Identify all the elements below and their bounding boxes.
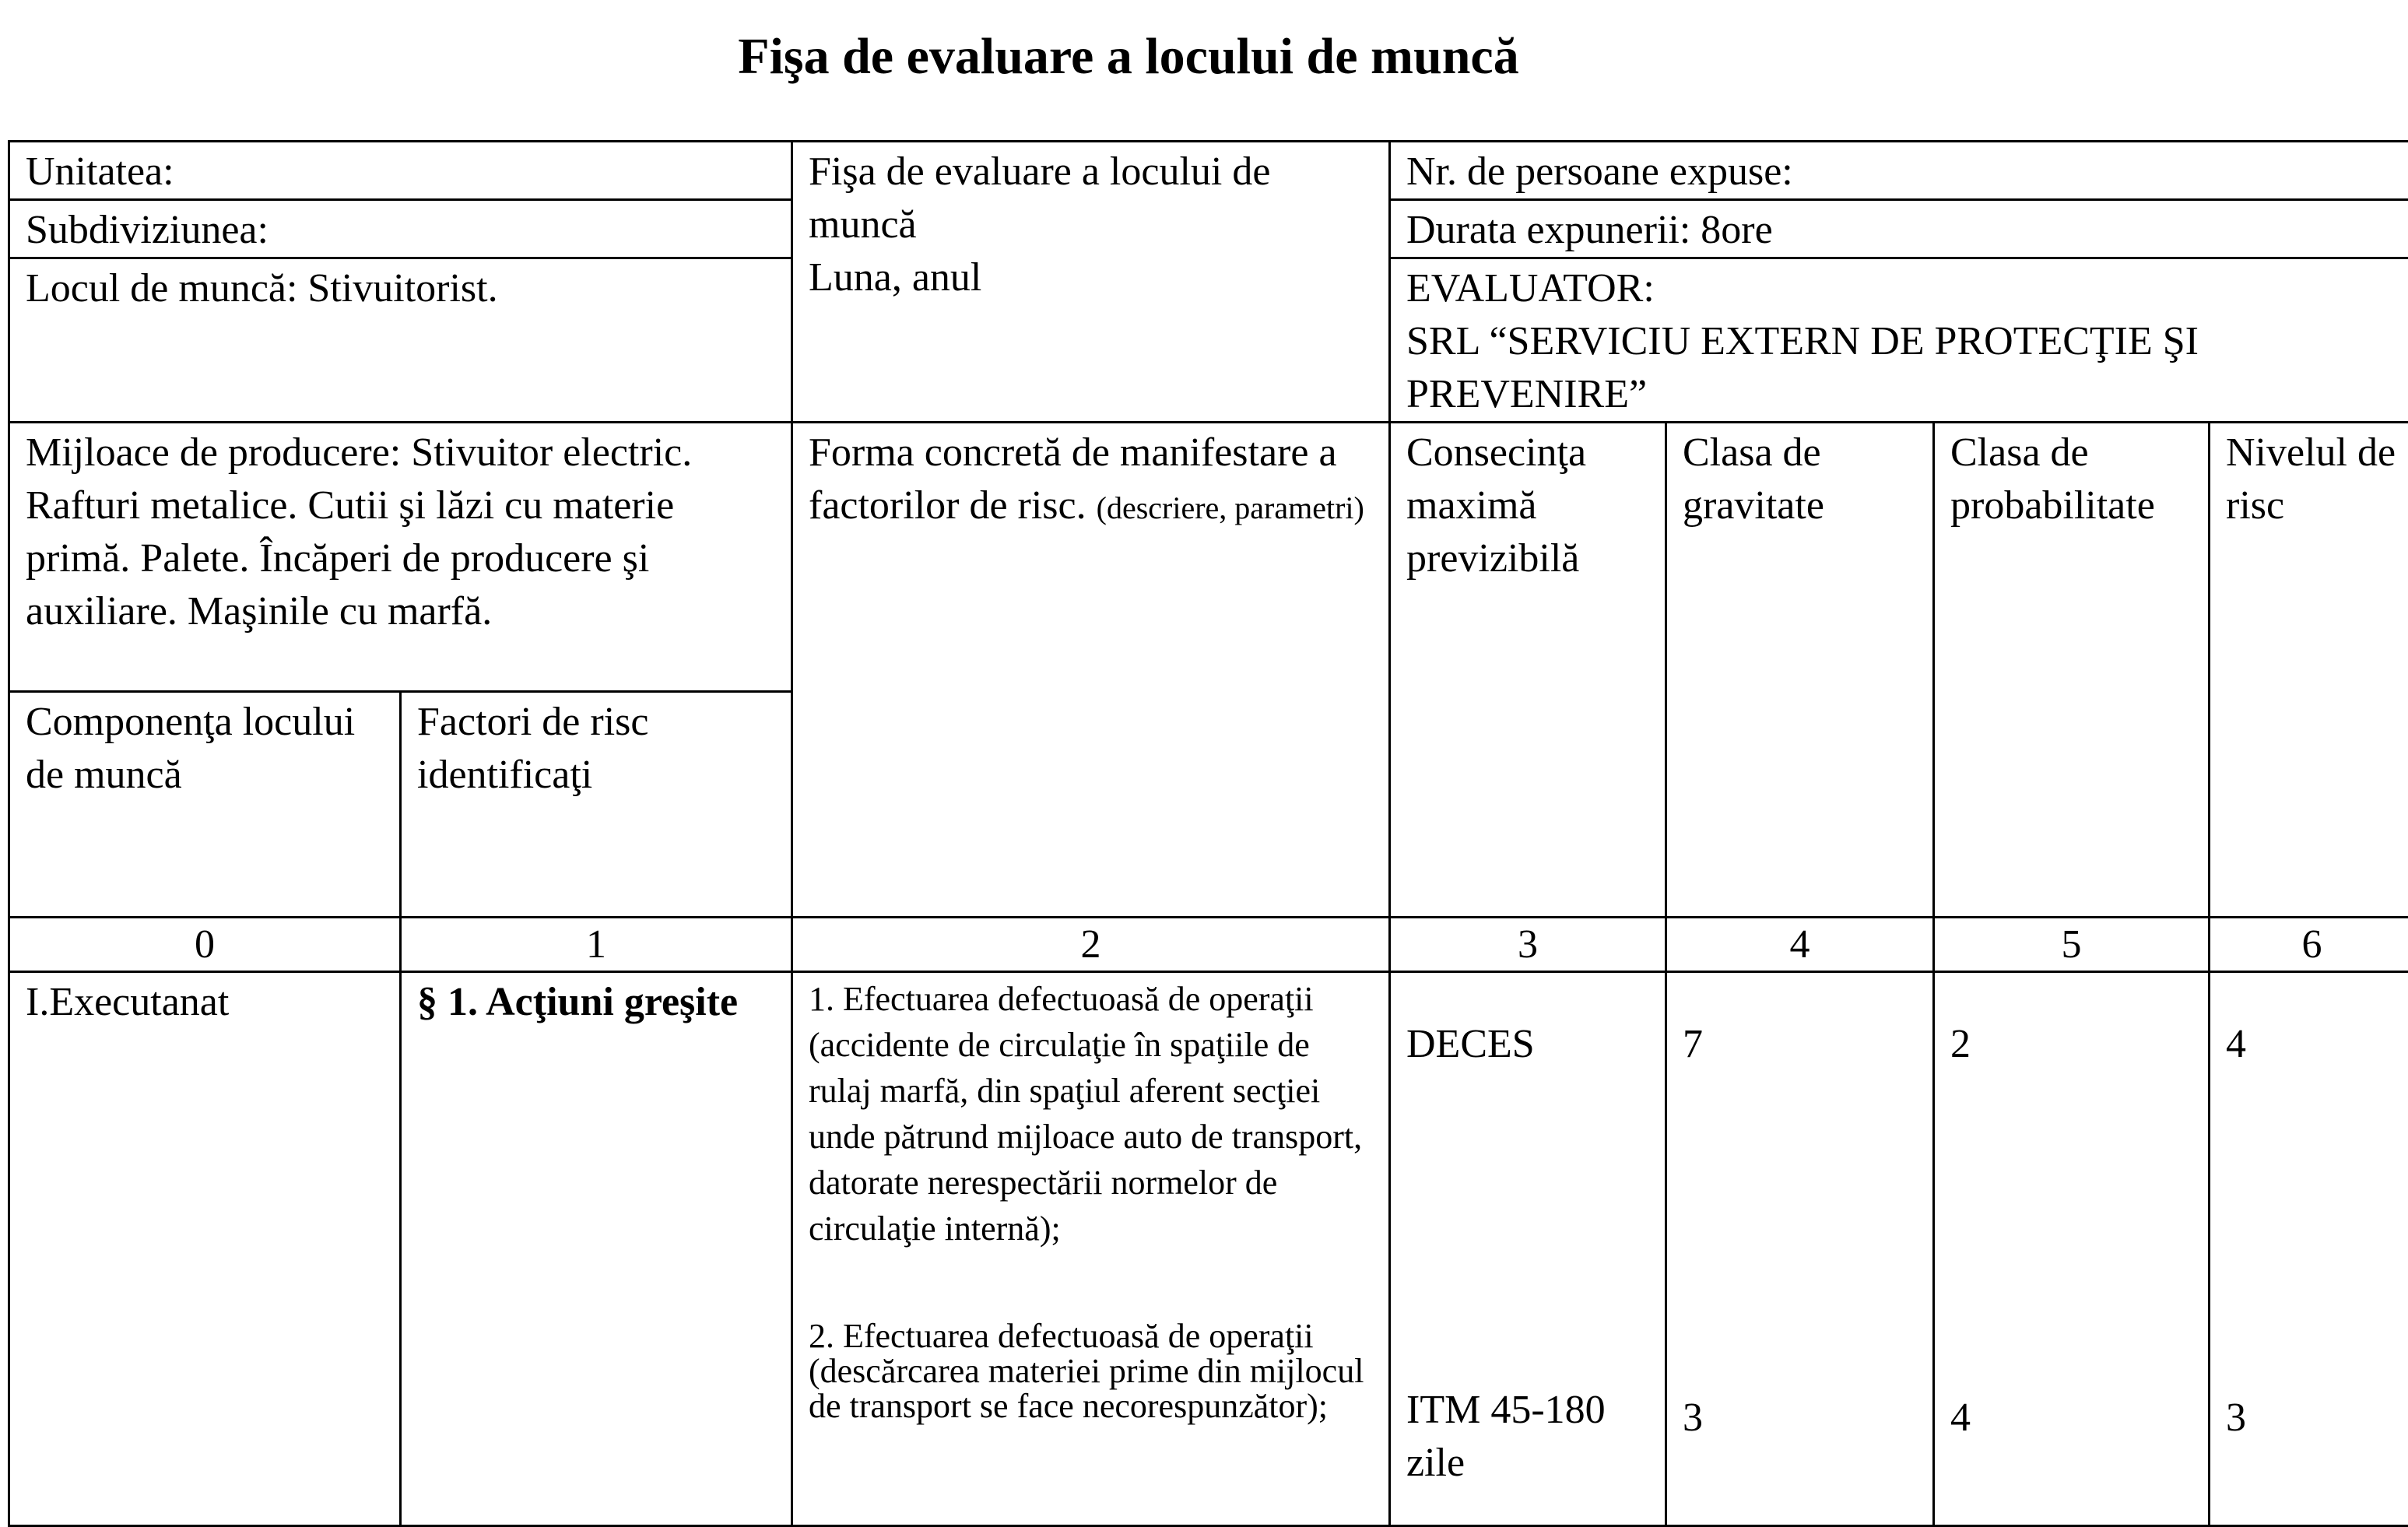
- means-of-production: Mijloace de producere: Stivuitor electric. Rafturi metalice. Cutii şi lăzi cu materie primă. Palete. Încăperi de producere şi auxiliare. Maşinile cu marfă.: [26, 430, 692, 634]
- severity-cell: [1666, 972, 1934, 1526]
- probability-2: 4: [1950, 1392, 2192, 1445]
- severity-header-text: Clasa de gravitate: [1683, 430, 1824, 528]
- exposure-duration-cell: [1390, 200, 2408, 258]
- means-of-production-cell: [9, 423, 792, 692]
- page-title: Fişa de evaluare a locului de muncă: [0, 22, 2257, 92]
- component-cell: [9, 972, 401, 1526]
- evaluator-cell: [1390, 258, 2408, 423]
- column-number: 5: [1934, 918, 2210, 972]
- severity-1: 7: [1683, 1018, 1917, 1071]
- workplace-label: Locul de muncă: Stivuitorist.: [26, 266, 498, 311]
- column-number: 2: [792, 918, 1390, 972]
- component-name: I.Executanat: [26, 980, 229, 1024]
- table-row: [9, 972, 2408, 1526]
- subdivision-label: Subdiviziunea:: [26, 208, 269, 252]
- subdivision-cell: [9, 200, 792, 258]
- form-title: Fişa de evaluare a locului de muncă: [809, 146, 1373, 251]
- component-header: [9, 692, 401, 918]
- risk-description-1: 1. Efectuarea defectuoasă de operaţii (accidente de circulaţie în spaţiile de rulaj marfă, din spaţiul aferent secţiei unde pătrund mijloace auto de transport, datorate nerespectării normelor de circulaţie internă);: [809, 976, 1373, 1251]
- column-number-row: [9, 918, 2408, 972]
- component-header-text: Componenţa locului de muncă: [26, 700, 355, 797]
- consequence-cell: [1390, 972, 1666, 1526]
- probability-1: 2: [1950, 1018, 2192, 1071]
- probability-header: [1934, 423, 2210, 918]
- risk-level-header: [2210, 423, 2408, 918]
- column-number: 1: [401, 918, 792, 972]
- risk-level-2: 3: [2226, 1392, 2398, 1445]
- probability-header-text: Clasa de probabilitate: [1950, 430, 2155, 528]
- consequence-header: [1390, 423, 1666, 918]
- exposed-persons: Nr. de persoane expuse:: [1406, 149, 1793, 194]
- risk-level-1: 4: [2226, 1018, 2398, 1071]
- form-header-note: (descriere, parametri): [1097, 490, 1364, 525]
- risk-factors-header: [401, 692, 792, 918]
- column-number: 0: [9, 918, 401, 972]
- unit-label: Unitatea:: [26, 149, 174, 194]
- column-number: 6: [2210, 918, 2408, 972]
- risk-level-cell: [2210, 972, 2408, 1526]
- risk-level-header-text: Nivelul de risc: [2226, 430, 2396, 528]
- probability-cell: [1934, 972, 2210, 1526]
- risk-factors-header-text: Factori de risc identificaţi: [417, 700, 648, 797]
- unit-cell: [9, 142, 792, 200]
- consequence-1: DECES: [1406, 1018, 1649, 1071]
- exposure-duration: Durata expunerii: 8ore: [1406, 208, 1773, 252]
- consequence-header-text: Consecinţa maximă previzibilă: [1406, 430, 1586, 581]
- form-title-cell: [792, 142, 1390, 423]
- factor-name: § 1. Acţiuni greşite: [417, 980, 738, 1024]
- workplace-cell: [9, 258, 792, 423]
- column-number: 3: [1390, 918, 1666, 972]
- month-year: Luna, anul: [809, 251, 1373, 304]
- evaluator-name: SRL “SERVICIU EXTERN DE PROTECŢIE ŞI PREVENIRE”: [1406, 315, 2398, 421]
- evaluation-table: [8, 140, 2408, 1527]
- form-header: Forma concretă de manifestare a factorilor de risc.: [809, 430, 1337, 528]
- severity-header: [1666, 423, 1934, 918]
- form-header-cell: [792, 423, 1390, 918]
- consequence-2: ITM 45-180 zile: [1406, 1384, 1649, 1490]
- evaluator-label: EVALUATOR:: [1406, 262, 2398, 315]
- risk-description-cell: [792, 972, 1390, 1526]
- column-number: 4: [1666, 918, 1934, 972]
- risk-description-2: 2. Efectuarea defectuoasă de operaţii (descărcarea materiei prime din mijlocul de transport se face necorespunzător);: [809, 1318, 1373, 1423]
- exposed-persons-cell: [1390, 142, 2408, 200]
- severity-2: 3: [1683, 1392, 1917, 1445]
- factor-cell: [401, 972, 792, 1526]
